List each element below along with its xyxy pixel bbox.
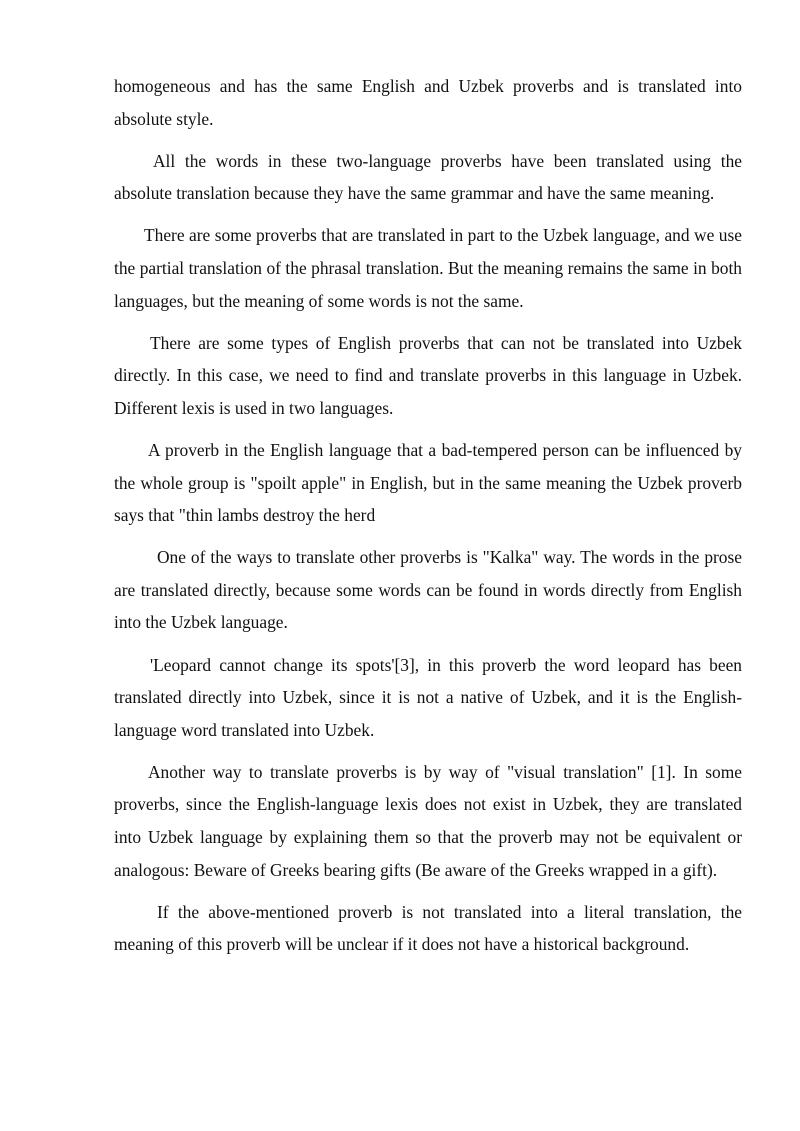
- paragraph-5: A proverb in the English language that a bad-tempered person can be influenced by the whole group is "spoilt apple" in English, but in the same meaning the Uzbek proverb says that "thin lambs destroy the herd: [114, 439, 742, 526]
- paragraph-3: There are some proverbs that are translated in part to the Uzbek language, and we use the partial translation of the phrasal translation. But the meaning remains the same in both languages, but the meaning of some words is not the same.: [114, 225, 742, 311]
- paragraph-2: All the words in these two-language proverbs have been translated using the absolute translation because they have the same grammar and have the same meaning.: [114, 150, 742, 204]
- paragraph-7: 'Leopard cannot change its spots'[3], in this proverb the word leopard has been translated directly into Uzbek, since it is not a native of Uzbek, and it is the English-language word translated into Uzbek.: [114, 654, 742, 740]
- paragraph-8: Another way to translate proverbs is by way of "visual translation" [1]. In some proverbs, since the English-language lexis does not exist in Uzbek, they are translated into Uzbek language by explaining them so that the proverb may not be equivalent or analogous: Beware of Greeks bearing gifts (Be aware of the Greeks wrapped in a gift).: [114, 761, 742, 880]
- paragraph-9: If the above-mentioned proverb is not translated into a literal translation, the meaning of this proverb will be unclear if it does not have a historical background.: [114, 901, 742, 955]
- body-text: [114, 70, 742, 970]
- paragraph-1: homogeneous and has the same English and Uzbek proverbs and is translated into absolute style.: [114, 76, 742, 129]
- paragraph-4: There are some types of English proverbs that can not be translated into Uzbek directly. In this case, we need to find and translate proverbs in this language in Uzbek. Different lexis is used in two languages.: [114, 332, 742, 418]
- paragraph-6: One of the ways to translate other proverbs is "Kalka" way. The words in the prose are translated directly, because some words can be found in words directly from English into the Uzbek language.: [114, 547, 742, 633]
